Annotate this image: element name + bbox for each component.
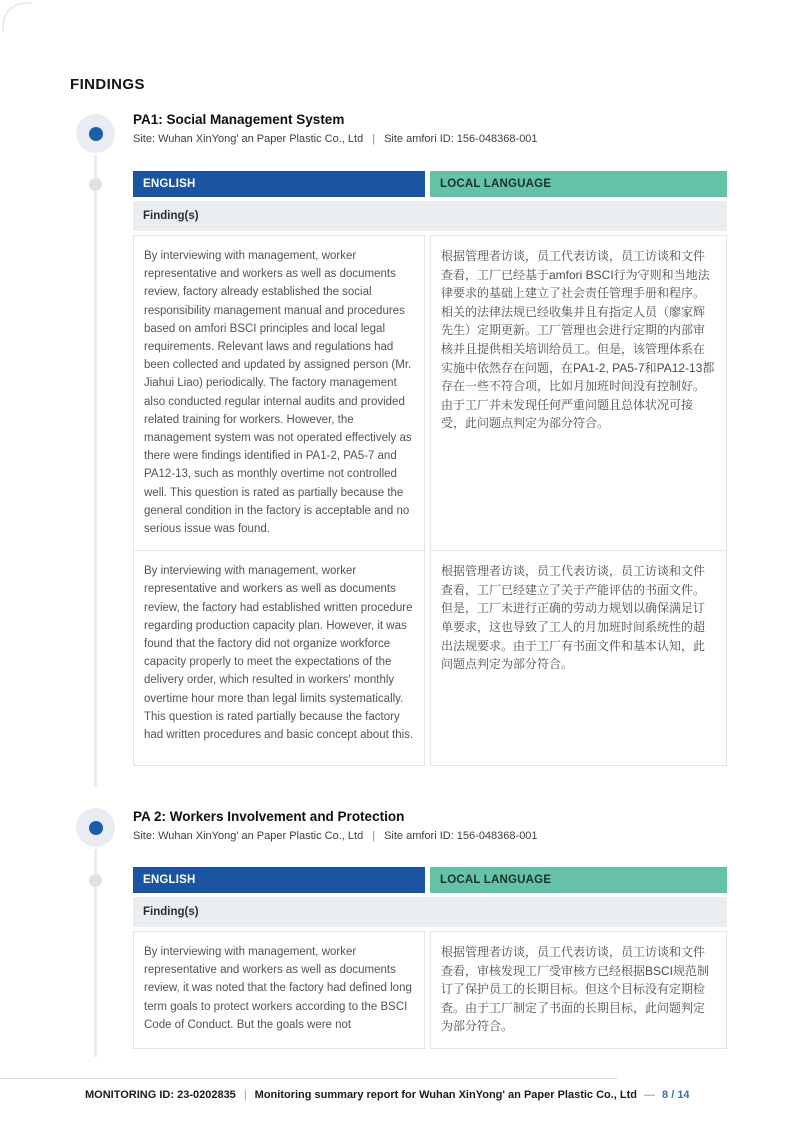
site-separator: |: [372, 830, 376, 842]
table-header-row: [133, 867, 727, 893]
footer-page-number: 8 / 14: [662, 1089, 690, 1101]
page-title: FINDINGS: [70, 76, 145, 93]
page-corner-decoration: [2, 2, 32, 32]
section-title: PA 2: Workers Involvement and Protection: [133, 809, 405, 824]
table-row: [133, 235, 727, 551]
section-title: PA1: Social Management System: [133, 112, 345, 127]
site-amfori-id: Site amfori ID: 156-048368-001: [384, 830, 538, 842]
finding-text-english: By interviewing with management, worker representative and workers as well as documents review, it was noted that the factory had defined long term goals to protect workers according to the BSCI Code of Conduct. But the goals were not: [133, 931, 425, 1049]
site-line: [133, 830, 733, 842]
finding-text-english: By interviewing with management, worker representative and workers as well as documents review, the factory had established written procedure regarding production capacity plan. However, it was found that the factory did not organize workforce capacity properly to meet the expectations of the delivery order, which resulted in workers' monthly overtime hour more than legal limits systematically. This question is rated partially because the factory had written procedures and basic concept about this.: [133, 551, 425, 766]
monitoring-id-value: 23-0202835: [177, 1089, 236, 1101]
site-name: Site: Wuhan XinYong' an Paper Plastic Co., Ltd: [133, 830, 364, 842]
finding-text-local: 根据管理者访谈，员工代表访谈，员工访谈和文件查看，审核发现工厂受审核方已经根据BSCI规范制订了保护员工的长期目标。但这个目标没有定期检查。由于工厂制定了书面的长期目标，此问题判定为部分符合。: [430, 931, 727, 1049]
footer-separator: |: [243, 1089, 247, 1101]
column-header-local-language: LOCAL LANGUAGE: [430, 867, 727, 893]
table-row: [133, 551, 727, 766]
site-amfori-id: Site amfori ID: 156-048368-001: [384, 133, 538, 145]
timeline-marker-pa2: [76, 808, 115, 847]
footer-divider: [0, 1078, 617, 1079]
table-row: [133, 931, 727, 1049]
finding-label-row: Finding(s): [133, 201, 727, 231]
finding-text-english: By interviewing with management, worker representative and workers as well as documents review, factory already established the social responsibility management manual and procedures based on amfori BSCI principles and local legal requirements. Relevant laws and regulations had been collected and updated by assigned person (Mr. Jiahui Liao) periodically. The factory management also conducted regular internal audits and provided related training for workers. However, the management system was not operated effectively as there were findings identified in PA1-2, PA5-7 and PA12-13, such as monthly overtime not controlled well. This question is rated as partially because the general condition in the factory is acceptable and no serious issue was found.: [133, 235, 425, 551]
findings-table-pa1: [133, 171, 727, 766]
timeline-marker-pa1: [76, 114, 115, 153]
finding-label-row: Finding(s): [133, 897, 727, 927]
footer-dash: —: [644, 1089, 656, 1101]
footer-report-title: Monitoring summary report for Wuhan XinYong' an Paper Plastic Co., Ltd: [254, 1089, 638, 1101]
site-name: Site: Wuhan XinYong' an Paper Plastic Co., Ltd: [133, 133, 364, 145]
column-header-local-language: LOCAL LANGUAGE: [430, 171, 727, 197]
timeline-node: [89, 874, 102, 887]
timeline-node: [89, 178, 102, 191]
finding-text-local: 根据管理者访谈，员工代表访谈，员工访谈和文件查看，工厂已经基于amfori BSCI行为守则和当地法律要求的基础上建立了社会责任管理手册和程序。相关的法律法规已经收集并且有指定人员（廖家辉先生）定期更新。工厂管理也会进行定期的内部审核并且提供相关培训给员工。但是，该管理体系在实施中依然存在问题，在PA1-2, PA5-7和PA12-13都存在一些不符合项，比如月加班时间没有控制好。由于工厂并未发现任何严重问题且总体状况可接受，此问题点判定为部分符合。: [430, 235, 727, 551]
findings-table-pa2: [133, 867, 727, 1049]
section-header-pa2: [133, 809, 733, 842]
column-header-english: ENGLISH: [133, 867, 425, 893]
timeline-line: [94, 155, 97, 787]
finding-text-local: 根据管理者访谈，员工代表访谈，员工访谈和文件查看，工厂已经建立了关于产能评估的书面文件。但是，工厂未进行正确的劳动力规划以确保满足订单要求，这也导致了工人的月加班时间系统性的超出法规要求。由于工厂有书面文件和基本认知，此问题点判定为部分符合。: [430, 551, 727, 766]
monitoring-id-label: MONITORING ID:: [85, 1089, 175, 1101]
timeline-dot-icon: [89, 127, 103, 141]
table-header-row: [133, 171, 727, 197]
site-line: [133, 133, 733, 145]
page-footer: [85, 1089, 740, 1101]
timeline-dot-icon: [89, 821, 103, 835]
site-separator: |: [372, 133, 376, 145]
section-header-pa1: [133, 112, 733, 145]
column-header-english: ENGLISH: [133, 171, 425, 197]
